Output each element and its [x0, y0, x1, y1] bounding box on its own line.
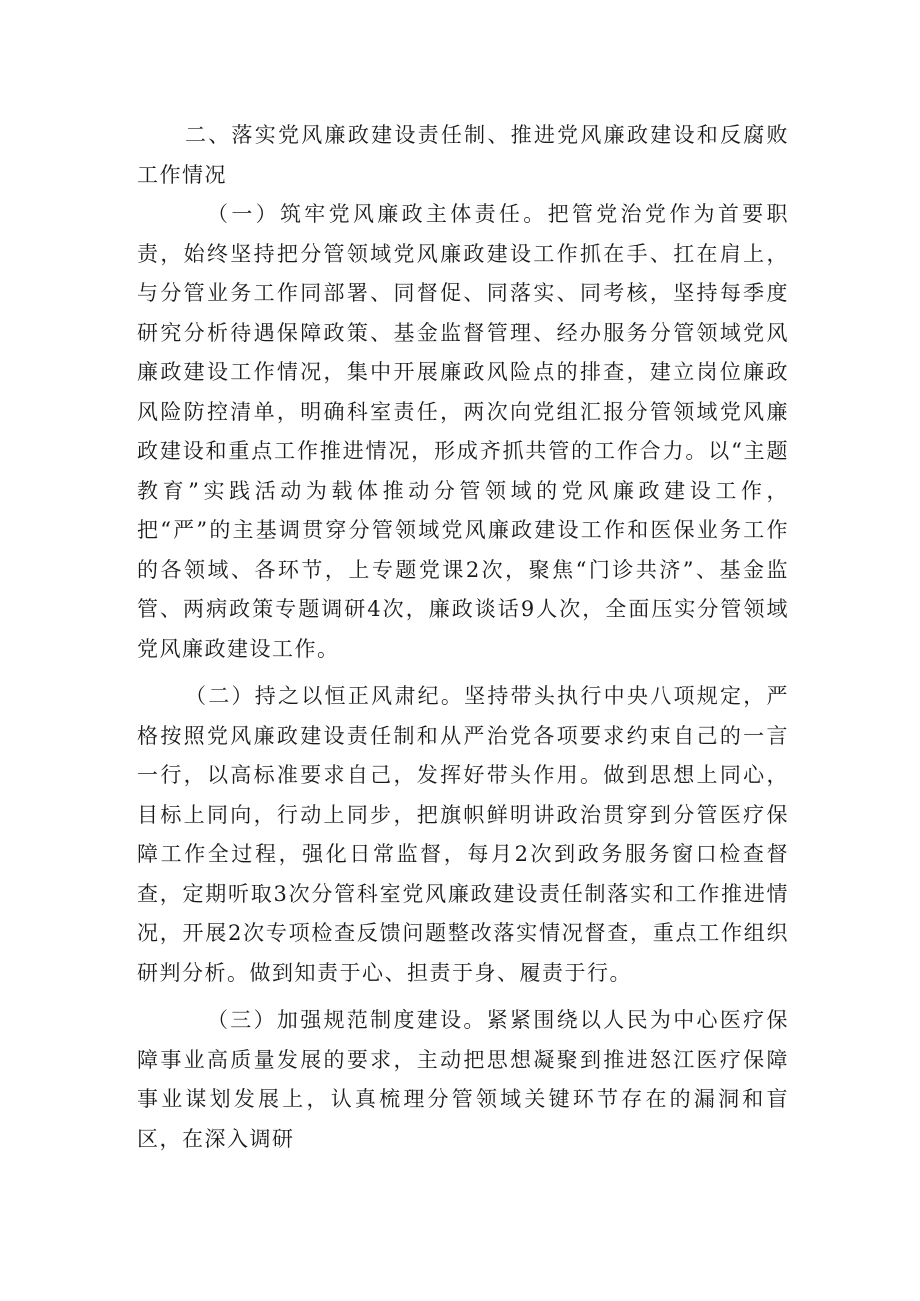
- paragraph-3: （三）加强规范制度建设。紧紧围绕以人民为中心医疗保障事业高质量发展的要求，主动把思想凝聚到推进怒江医疗保障事业谋划发展上，认真梳理分管领域关键环节存在的漏洞和盲区，在深入调研: [137, 1008, 789, 1151]
- paragraph-2: （二）持之以恒正风肃纪。坚持带头执行中央八项规定，严格按照党风廉政建设责任制和从严治党各项要求约束自己的一言一行，以高标准要求自己，发挥好带头作用。做到思想上同心，目标上同向，行动上同步，把旗帜鲜明讲政治贯穿到分管医疗保障工作全过程，强化日常监督，每月2次到政务服务窗口检查督查，定期听取3次分管科室党风廉政建设责任制落实和工作推进情况，开展2次专项检查反馈问题整改落实情况督查，重点工作组织研判分析。做到知责于心、担责于身、履责于行。: [137, 684, 789, 985]
- section-heading: 二、落实党风廉政建设责任制、推进党风廉政建设和反腐败工作情况: [137, 123, 789, 187]
- paragraph-1: （一）筑牢党风廉政主体责任。把管党治党作为首要职责，始终坚持把分管领域党风廉政建设工作抓在手、扛在肩上，与分管业务工作同部署、同督促、同落实、同考核，坚持每季度研究分析待遇保障政策、基金监督管理、经办服务分管领域党风廉政建设工作情况，集中开展廉政风险点的排查，建立岗位廉政风险防控清单，明确科室责任，两次向党组汇报分管领域党风廉政建设和重点工作推进情况，形成齐抓共管的工作合力。以“主题教育”实践活动为载体推动分管领域的党风廉政建设工作，把“严”的主基调贯穿分管领域党风廉政建设工作和医保业务工作的各领域、各环节，上专题党课2次，聚焦“门诊共济”、基金监管、两病政策专题调研4次，廉政谈话9人次，全面压实分管领域党风廉政建设工作。: [137, 202, 789, 661]
- document-body: [137, 116, 789, 1159]
